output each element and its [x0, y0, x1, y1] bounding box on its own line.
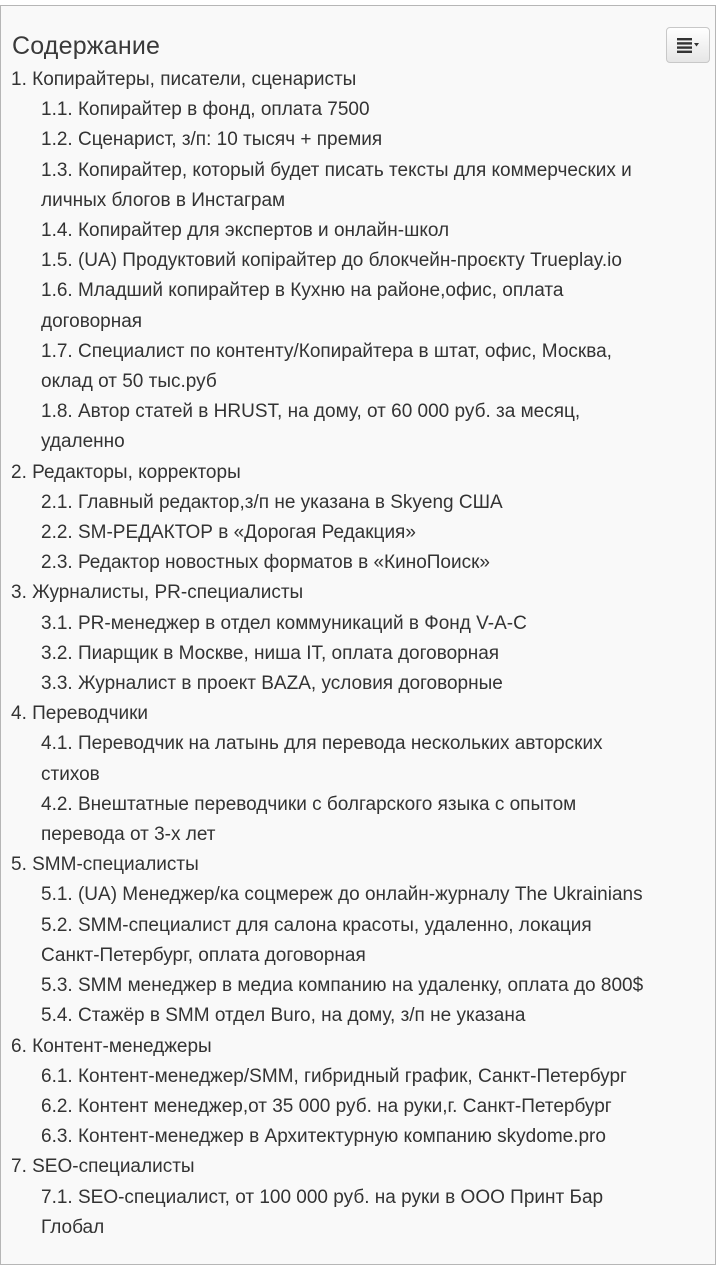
toc-subsection-link[interactable]: 5.1. (UA) Менеджер/ка соцмереж до онлайн-журналу The Ukrainians [41, 884, 643, 906]
toc-section-link[interactable]: 4. Переводчики [11, 703, 149, 725]
toc-subsection-link[interactable]: 5.2. SMM-специалист для салона красоты, удаленно, локация [41, 914, 592, 936]
toc-subsection-link[interactable]: 1.8. Автор статей в HRUST, на дому, от 60 000 руб. за месяц, [41, 401, 581, 423]
toc-subsection-link[interactable]: 2.3. Редактор новостных форматов в «КиноПоиск» [41, 552, 490, 574]
toc-subsection-link[interactable]: 6.3. Контент-менеджер в Архитектурную компанию skydome.pro [41, 1126, 606, 1148]
toc-subsection-link[interactable]: договорная [41, 310, 143, 332]
toc-subsection-link[interactable]: 3.1. PR-менеджер в отдел коммуникаций в Фонд V-A-C [41, 612, 527, 634]
toc-section-link[interactable]: 7. SEO-специалисты [11, 1156, 195, 1178]
toc-list [1, 65, 643, 1243]
toc-subsection-link[interactable]: 6.2. Контент менеджер,от 35 000 руб. на руки,г. Санкт-Петербург [41, 1095, 612, 1117]
toc-subsection-link[interactable]: 1.7. Специалист по контенту/Копирайтера в штат, офис, Москва, [41, 340, 612, 362]
toc-subsection-link[interactable]: 7.1. SEO-специалист, от 100 000 руб. на руки в ООО Принт Бар [41, 1186, 604, 1208]
toc-subsection-link[interactable]: 4.2. Внештатные переводчики с болгарского языка с опытом [41, 793, 577, 815]
toc-subsection-link[interactable]: 2.2. SM-РЕДАКТОР в «Дорогая Редакция» [41, 522, 416, 544]
toc-subsection-link[interactable]: 1.4. Копирайтер для экспертов и онлайн-школ [41, 220, 450, 242]
toc-subsection-link[interactable]: стихов [41, 763, 100, 785]
toc-section-link[interactable]: 2. Редакторы, корректоры [11, 461, 241, 483]
toc-subsection-link[interactable]: 3.2. Пиарщик в Москве, ниша IT, оплата договорная [41, 642, 500, 664]
list-toggle-icon [677, 37, 699, 53]
toc-title: Содержание [12, 32, 161, 60]
toc-subsection-link[interactable]: Глобал [41, 1216, 105, 1238]
toc-subsection-link[interactable]: 4.1. Переводчик на латынь для перевода нескольких авторских [41, 733, 603, 755]
toc-subsection-link[interactable]: личных блогов в Инстаграм [41, 189, 286, 211]
toc-subsection-link[interactable]: 5.3. SMM менеджер в медиа компанию на удаленку, оплата до 800$ [41, 975, 644, 997]
toc-section-link[interactable]: 3. Журналисты, PR-специалисты [11, 582, 304, 604]
toc-subsection-link[interactable]: 3.3. Журналист в проект BAZA, условия договорные [41, 673, 503, 695]
toc-subsection-link[interactable]: 1.6. Младший копирайтер в Кухню на районе,офис, оплата [41, 280, 564, 302]
toc-section-link[interactable]: 6. Контент-менеджеры [11, 1035, 212, 1057]
toc-subsection-link[interactable]: 2.1. Главный редактор,з/п не указана в Skyeng США [41, 491, 503, 513]
toc-toggle-button[interactable] [666, 27, 710, 63]
toc-subsection-link[interactable]: 6.1. Контент-менеджер/SMM, гибридный график, Санкт-Петербург [41, 1065, 627, 1087]
toc-subsection-link[interactable]: 1.2. Сценарист, з/п: 10 тысяч + премия [41, 129, 383, 151]
toc-subsection-link[interactable]: 1.1. Копирайтер в фонд, оплата 7500 [41, 99, 370, 121]
toc-subsection-link[interactable]: Санкт-Петербург, оплата договорная [41, 944, 366, 966]
toc-section-link[interactable]: 1. Копирайтеры, писатели, сценаристы [11, 69, 357, 90]
toc-subsection-link[interactable]: перевода от 3-х лет [41, 824, 216, 846]
toc-section-link[interactable]: 5. SMM-специалисты [11, 854, 199, 876]
toc-subsection-link[interactable]: 5.4. Стажёр в SMM отдел Buro, на дому, з/п не указана [41, 1005, 526, 1027]
toc-subsection-link[interactable]: удаленно [41, 431, 125, 453]
toc-subsection-link[interactable]: 1.5. (UA) Продуктовий копірайтер до блокчейн-проєкту Trueplay.io [41, 250, 622, 272]
toc-subsection-link[interactable]: 1.3. Копирайтер, который будет писать тексты для коммерческих и [41, 159, 632, 181]
table-of-contents [0, 5, 716, 1265]
toc-subsection-link[interactable]: оклад от 50 тыс.руб [41, 371, 217, 393]
